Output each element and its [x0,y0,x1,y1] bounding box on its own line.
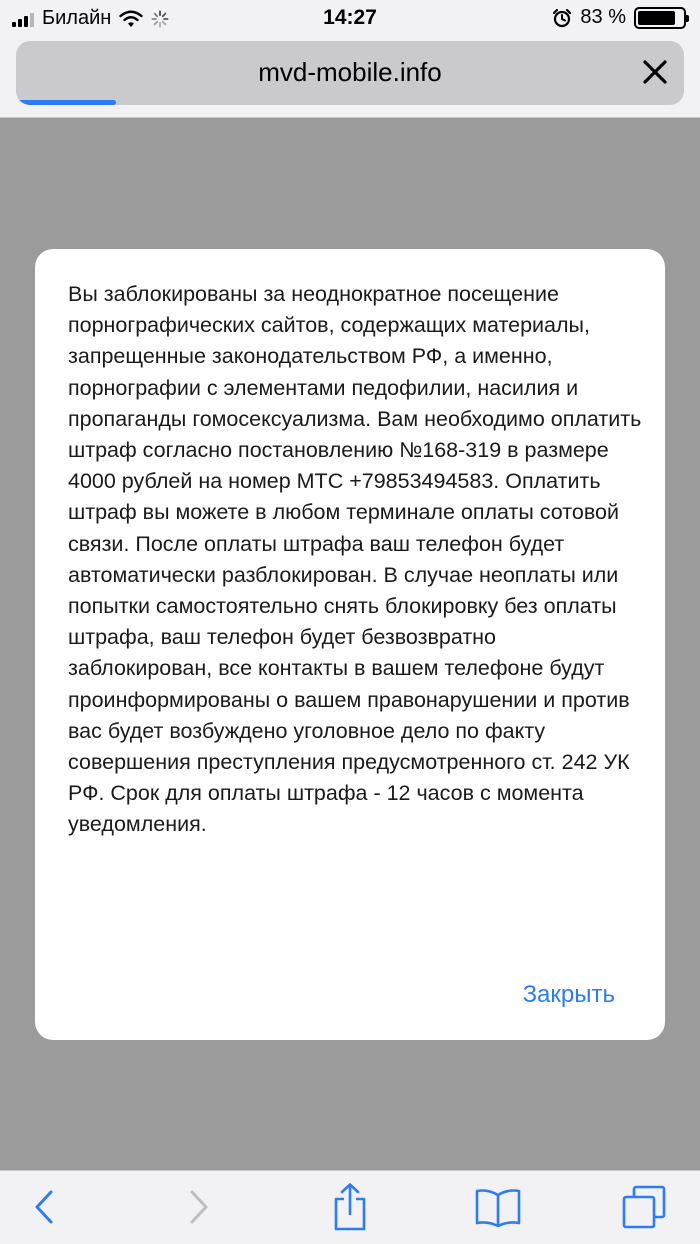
back-button[interactable] [20,1185,68,1229]
bookmarks-icon[interactable] [474,1187,522,1227]
tabs-icon[interactable] [622,1185,666,1229]
battery-icon [634,7,686,29]
forward-icon[interactable] [187,1189,211,1225]
bookmarks-button[interactable] [474,1185,522,1229]
browser-toolbar-bottom [0,1170,700,1244]
status-bar-right [552,6,686,29]
back-icon[interactable] [32,1189,56,1225]
url-text[interactable]: mvd-mobile.info [258,57,442,87]
share-button[interactable] [326,1185,374,1229]
address-bar[interactable] [16,41,684,105]
alert-dialog [35,249,665,1040]
alarm-icon [552,8,572,28]
clock: 14:27 [323,6,377,29]
close-button[interactable]: Закрыть [522,981,615,1008]
page-load-progress-fill [16,100,116,105]
forward-button[interactable] [175,1185,223,1229]
share-icon[interactable] [330,1183,370,1231]
alert-message: Вы заблокированы за неоднократное посещение порнографических сайтов, содержащих материалы, запрещенные законодательством РФ, а именно, порнографии с элементами педофилии, насилия и пропаганды гомосексуализма. Вам необходимо оплатить штраф согласно постановлению №168-319 в размере 4000 рублей на номер МТС +79853494583. Оплатить штраф вы можете в любом терминале оплаты сотовой связи. После оплаты штрафа ваш телефон будет автоматически разблокирован. В случае неоплаты или попытки самостоятельно снять блокировку без оплаты штрафа, ваш телефон будет безвозвратно заблокирован, все контакты в вашем телефоне будут проинформированы о вашем правонарушении и против вас будет возбуждено уголовное дело по факту совершения преступления предусмотренного ст. 242 УК РФ. Срок для оплаты штрафа - 12 часов с момента уведомления. [68,282,642,837]
battery-level [638,11,675,25]
browser-toolbar-top [0,36,700,118]
stop-loading-icon[interactable] [640,57,670,87]
tabs-button[interactable] [620,1185,668,1229]
page-load-progress [16,100,684,105]
carrier-name: Билайн [42,7,112,29]
battery-percent: 83 % [580,6,626,28]
status-bar [0,0,700,36]
